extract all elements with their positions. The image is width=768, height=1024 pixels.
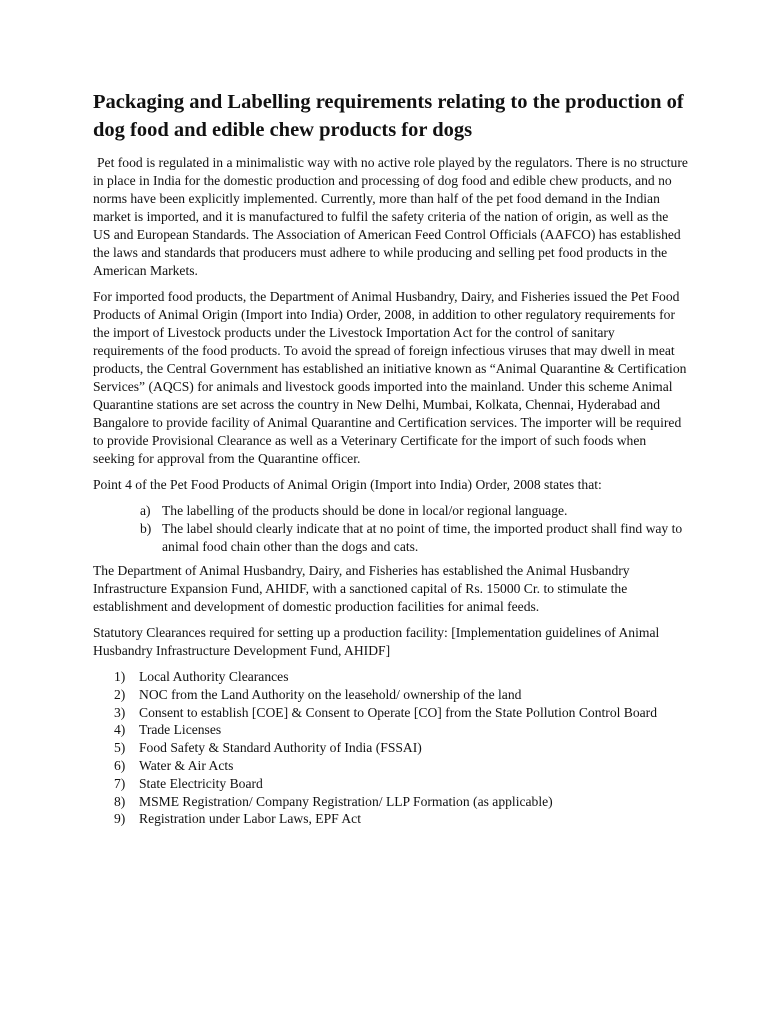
list-item-text: The labelling of the products should be done in local/or regional language. bbox=[162, 503, 568, 518]
list-item-text: NOC from the Land Authority on the leasehold/ ownership of the land bbox=[139, 686, 522, 702]
list-marker: 9) bbox=[114, 811, 126, 827]
list-item bbox=[114, 704, 688, 722]
list-item-text: Registration under Labor Laws, EPF Act bbox=[139, 811, 361, 827]
list-item bbox=[114, 739, 688, 757]
list-item-text: MSME Registration/ Company Registration/ LLP Formation (as applicable) bbox=[139, 793, 553, 809]
list-marker: 5) bbox=[114, 740, 126, 756]
clearances-list bbox=[93, 668, 688, 828]
list-item-text: Food Safety & Standard Authority of India (FSSAI) bbox=[139, 740, 422, 756]
list-marker: 3) bbox=[114, 704, 126, 720]
list-item-text: Water & Air Acts bbox=[139, 757, 234, 773]
list-marker: b) bbox=[140, 521, 152, 536]
list-item bbox=[114, 793, 688, 811]
list-marker: 7) bbox=[114, 775, 126, 791]
list-item bbox=[140, 520, 688, 556]
list-item-text: Consent to establish [COE] & Consent to Operate [CO] from the State Pollution Control Board bbox=[139, 704, 658, 720]
list-item bbox=[114, 810, 688, 828]
list-item-text: The label should clearly indicate that at no point of time, the imported product shall find way to animal food chain other than the dogs and cats. bbox=[162, 521, 683, 554]
document-title: Packaging and Labelling requirements relating to the production of dog food and edible chew products for dogs bbox=[93, 91, 684, 141]
list-item bbox=[140, 502, 688, 520]
paragraph-imported-products: For imported food products, the Department of Animal Husbandry, Dairy, and Fisheries issued the Pet Food Products of Animal Origin (Import into India) Order, 2008, in addition to other regulatory requirements for the import of Livestock products under the Livestock Importation Act for the control of sanitary requirements of the food products. To avoid the spread of foreign infectious viruses that may dwell in meat products, the Central Government has established an initiative known as “Animal Quarantine & Certification Services” (AQCS) for animals and livestock goods imported into the mainland. Under this scheme Animal Quarantine stations are set across the country in New Delhi, Mumbai, Kolkata, Chennai, Hyderabad and Bangalore to provide facility of Animal Quarantine and Certification services. The importer will be required to provide Provisional Clearance as well as a Veterinary Certificate for the import of such foods when seeking for approval from the Quarantine officer. bbox=[93, 289, 687, 466]
paragraph-ahidf-fund: The Department of Animal Husbandry, Dairy, and Fisheries has established the Animal Husbandry Infrastructure Expansion Fund, AHIDF, with a sanctioned capital of Rs. 15000 Cr. to stimulate the establishment and development of domestic production facilities for animal feeds. bbox=[93, 563, 630, 614]
list-marker: 8) bbox=[114, 793, 126, 809]
list-item-text: Local Authority Clearances bbox=[139, 669, 289, 684]
list-marker: 4) bbox=[114, 722, 126, 738]
point-4-list bbox=[93, 502, 688, 556]
list-item bbox=[114, 668, 688, 686]
list-item-text: Trade Licenses bbox=[139, 722, 222, 738]
list-marker: 2) bbox=[114, 686, 126, 702]
paragraph-statutory-clearances: Statutory Clearances required for setting up a production facility: [Implementation guidelines of Animal Husbandry Infrastructure Development Fund, AHIDF] bbox=[93, 625, 660, 658]
paragraph-point-4-intro: Point 4 of the Pet Food Products of Animal Origin (Import into India) Order, 2008 states that: bbox=[93, 477, 602, 492]
list-marker: 1) bbox=[114, 669, 126, 684]
list-item bbox=[114, 721, 688, 739]
list-item-text: State Electricity Board bbox=[139, 775, 263, 791]
paragraph-regulation-overview: Pet food is regulated in a minimalistic way with no active role played by the regulators. There is no structure in place in India for the domestic production and processing of dog food and edible chew products, and no norms have been explicitly implemented. Currently, more than half of the pet food demand in the Indian market is imported, and it is manufactured to fulfil the safety criteria of the nation of origin, as well as the US and European Standards. The Association of American Feed Control Officials (AAFCO) has established the laws and standards that producers must adhere to while producing and selling pet food products in the American Markets. bbox=[93, 155, 688, 278]
list-item bbox=[114, 775, 688, 793]
list-item bbox=[114, 757, 688, 775]
list-item bbox=[114, 686, 688, 704]
list-marker: a) bbox=[140, 503, 151, 518]
list-marker: 6) bbox=[114, 757, 126, 773]
